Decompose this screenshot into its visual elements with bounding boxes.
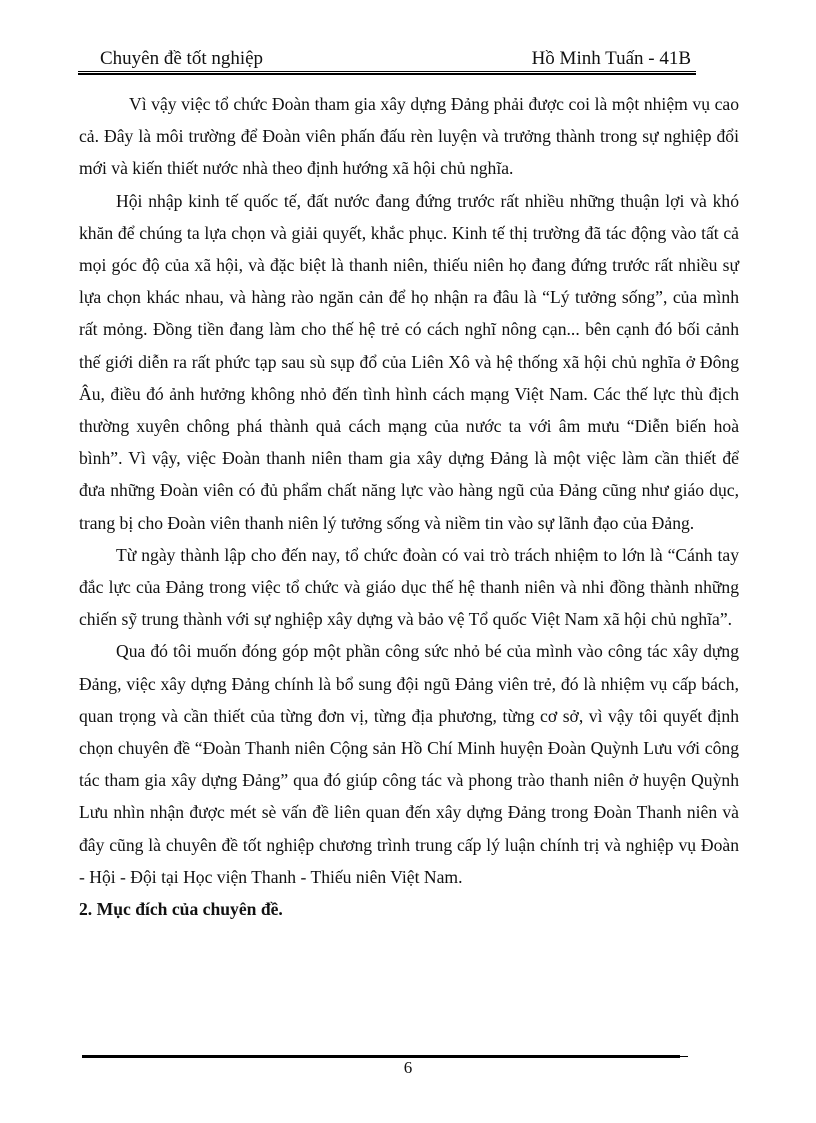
footer-rule-end [680,1056,688,1057]
header-rule-thin [78,71,696,72]
page-number: 6 [403,1058,413,1077]
header-rule-thick [78,73,696,75]
paragraph-3: Từ ngày thành lập cho đến nay, tổ chức đoàn có vai trò trách nhiệm to lớn là “Cánh tay đắc lực của Đảng trong việc tổ chức và giáo dục thế hệ thanh niên và nhi đồng thành những chiến sỹ trung thành với sự nghiệp xây dựng và bảo vệ Tổ quốc Việt Nam xã hội chủ nghĩa”. [79,544,739,630]
paragraph-4: Qua đó tôi muốn đóng góp một phần công sức nhỏ bé của mình vào công tác xây dựng Đảng, việc xây dựng Đảng chính là bổ sung đội ngũ Đảng viên trẻ, đó là nhiệm vụ cấp bách, quan trọng và cần thiết của từng đơn vị, từng địa phương, từng cơ sở, vì vậy tôi quyết định chọn chuyên đề “Đoàn Thanh niên Cộng sản Hồ Chí Minh huyện Đoàn Quỳnh Lưu với công tác tham gia xây dựng Đảng” qua đó giúp công tác và phong trào thanh niên ở huyện Quỳnh Lưu nhìn nhận được mét sè vấn đề liên quan đến xây dựng Đảng trong Đoàn Thanh niên và đây cũng là chuyên đề tốt nghiệp chương trình trung cấp lý luận chính trị và nghiệp vụ Đoàn - Hội - Đội tại Học viện Thanh - Thiếu niên Việt Nam. [79,641,739,887]
section-heading: 2. Mục đích của chuyên đề. [79,899,283,920]
header-author: Hồ Minh Tuấn - 41B [531,48,691,69]
page-header [78,48,696,72]
paragraph-2: Hội nhập kinh tế quốc tế, đất nước đang đứng trước rất nhiều những thuận lợi và khó khăn để chúng ta lựa chọn và giải quyết, khắc phục. Kinh tế thị trường đã tác động vào tất cả mọi góc độ của xã hội, và đặc biệt là thanh niên, thiếu niên họ đang đứng trước rất nhiều sự lựa chọn khác nhau, và hàng rào ngăn cản để họ nhận ra đâu là “Lý tưởng sống”, của mình rất mỏng. Đồng tiền đang làm cho thế hệ trẻ có cách nghĩ nông cạn... bên cạnh đó bối cảnh thế giới diễn ra rất phức tạp sau sù sụp đổ của Liên Xô và hệ thống xã hội chủ nghĩa ở Đông Âu, điều đó ảnh hưởng không nhỏ đến tình hình cách mạng Việt Nam. Các thế lực thù địch thường xuyên chông phá thành quả cách mạng của nước ta với âm mưu “Diễn biến hoà bình”. Vì vậy, việc Đoàn thanh niên tham gia xây dựng Đảng là một việc làm cần thiết để đưa những Đoàn viên có đủ phẩm chất năng lực vào hàng ngũ của Đảng cũng như giáo dục, trang bị cho Đoàn viên thanh niên lý tưởng sống và niềm tin vào sự lãnh đạo của Đảng. [79,190,739,533]
body-content [79,88,739,925]
header-document-title: Chuyên đề tốt nghiệp [100,48,264,69]
paragraph-1: Vì vậy việc tổ chức Đoàn tham gia xây dựng Đảng phải được coi là một nhiệm vụ cao cả. Đây là môi trường để Đoàn viên phấn đấu rèn luyện và trưởng thành trong sự nghiệp đổi mới và kiến thiết nước nhà theo định hướng xã hội chủ nghĩa. [79,94,739,179]
footer-rule-thin [82,1056,204,1057]
